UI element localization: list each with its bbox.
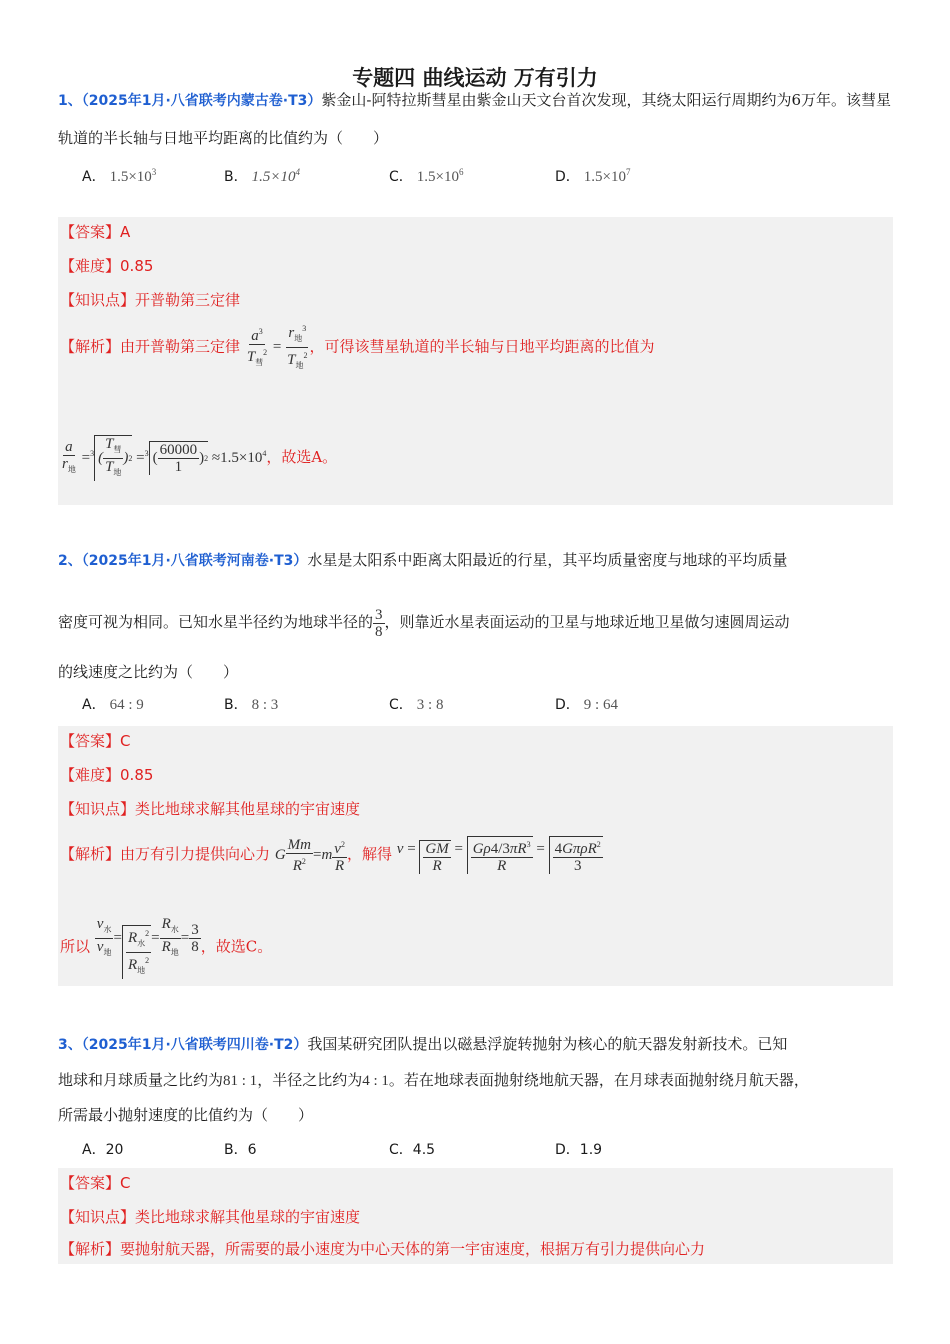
analysis-result-row: $\frac{a}{r_地}$ =$^3$ ( $\frac{T_彗}{T_地}$ ) 2 =$^3$ ( $\frac{60000}{1}$ ) 2 $\approx 1.5\times 10^4$，故选A。 bbox=[60, 435, 337, 481]
question-2-stem-line-3: 的线速度之比约为（ ） bbox=[58, 663, 239, 681]
analysis-row: 【解析】由万有引力提供向心力 G $\frac{Mm}{R^2}$ =m $\frac{v^2}{R}$ ，解得 v = $\frac{GM}{R}$ = $\frac{G\rho 4/3\pi R^3}{R}$ = $\frac{4G\pi\rho R^2}{3}$ bbox=[60, 836, 601, 874]
option-b: B． $1.5\times 10^4$ bbox=[224, 167, 300, 185]
question-2-stem: 2、（2025年1月·八省联考河南卷·T3）水星是太阳系中距离太阳最近的行星，其平均质量密度与地球的平均质量 bbox=[58, 551, 788, 569]
option-a: A． 64 : 9 bbox=[82, 697, 144, 713]
question-source: （2025年1月·八省联考四川卷·T2） bbox=[81, 1037, 308, 1053]
option-b: B．6 bbox=[224, 1142, 257, 1158]
difficulty-row: 【难度】0.85 bbox=[60, 257, 154, 275]
question-number: 1、 bbox=[58, 93, 82, 109]
option-c: C．4.5 bbox=[389, 1142, 436, 1158]
question-2-stem-line-2: 密度可视为相同。已知水星半径约为地球半径的 $\frac{3}{8}$ ，则靠近水星表面运动的卫星与地球近地卫星做匀速圆周运动 bbox=[58, 600, 894, 645]
gravity-formula: G $\frac{Mm}{R^2}$ =m $\frac{v^2}{R}$ bbox=[274, 836, 345, 874]
fraction-3-8: $\frac{3}{8}$ bbox=[375, 607, 383, 641]
option-d: D．1.9 bbox=[555, 1142, 603, 1158]
answer-row: 【答案】C bbox=[60, 1174, 131, 1192]
option-d: D． $1.5\times 10^7$ bbox=[555, 167, 631, 185]
option-c: C． $1.5\times 10^6$ bbox=[389, 167, 464, 185]
answer-row: 【答案】A bbox=[60, 223, 131, 241]
question-number: 2、 bbox=[58, 553, 82, 569]
page-title: 专题四 曲线运动 万有引力 bbox=[352, 66, 598, 90]
question-3-stem-line-3: 所需最小抛射速度的比值约为（ ） bbox=[58, 1106, 314, 1124]
knowledge-row: 【知识点】类比地球求解其他星球的宇宙速度 bbox=[60, 800, 361, 818]
question-1-stem bbox=[58, 82, 894, 157]
option-a: A． $1.5\times 10^3$ bbox=[82, 167, 157, 185]
analysis-row: 【解析】要抛射航天器，所需要的最小速度为中心天体的第一宇宙速度，根据万有引力提供向心力 bbox=[60, 1240, 706, 1258]
question-source: （2025年1月·八省联考河南卷·T3） bbox=[81, 553, 308, 569]
option-c: C． 3 : 8 bbox=[389, 697, 444, 713]
question-source: （2025年1月·八省联考内蒙古卷·T3） bbox=[81, 93, 322, 109]
ratio-formula: $\frac{v_水}{v_地}$ = $\frac{R_水^2}{R_地^2}$ = $\frac{R_水}{R_地}$ = $\frac{3}{8}$ bbox=[95, 916, 201, 979]
kepler-formula: $\frac{a^3}{T_彗^2}$ = $\frac{r_地^3}{T_地^2}$ bbox=[245, 321, 310, 374]
question-3-stem: 3、（2025年1月·八省联考四川卷·T2）我国某研究团队提出以磁悬浮旋转抛射为核心的航天器发射新技术。已知 bbox=[58, 1035, 788, 1053]
analysis-result-row: 所以 $\frac{v_水}{v_地}$ = $\frac{R_水^2}{R_地^2}$ = $\frac{R_水}{R_地}$ = $\frac{3}{8}$ ，故选C。 bbox=[60, 916, 272, 979]
question-2-solution bbox=[58, 726, 893, 986]
analysis-row: 【解析】由开普勒第三定律 $\frac{a^3}{T_彗^2}$ = $\frac{r_地^3}{T_地^2}$ ，可得该彗星轨道的半长轴与日地平均距离的比值为 bbox=[60, 321, 654, 374]
answer-row: 【答案】C bbox=[60, 732, 131, 750]
difficulty-row: 【难度】0.85 bbox=[60, 766, 154, 784]
option-b: B． 8 : 3 bbox=[224, 697, 279, 713]
question-3-stem-line-2: 地球和月球质量之比约为81 : 1，半径之比约为4 : 1。若在地球表面抛射绕地航天器，在月球表面抛射绕月航天器， bbox=[58, 1071, 809, 1089]
option-a: A．20 bbox=[82, 1142, 124, 1158]
option-d: D． 9 : 64 bbox=[555, 697, 618, 713]
question-1-solution bbox=[58, 217, 893, 505]
question-3-solution bbox=[58, 1168, 893, 1264]
velocity-formula: v = $\frac{GM}{R}$ = $\frac{G\rho 4/3\pi R^3}{R}$ = $\frac{4G\pi\rho R^2}{3}$ bbox=[397, 836, 603, 874]
ratio-formula: $\frac{a}{r_地}$ =$^3$ ( $\frac{T_彗}{T_地}$ ) 2 =$^3$ ( $\frac{60000}{1}$ ) 2 $\approx 1.5\times 10^4$ bbox=[60, 435, 266, 481]
knowledge-row: 【知识点】开普勒第三定律 bbox=[60, 291, 241, 309]
question-number: 3、 bbox=[58, 1037, 82, 1053]
question-text: 紫金山-阿特拉斯彗星由紫金山天文台首次发现，其绕太阳运行周期约为6万年。该彗星轨道的半长轴与日地平均距离的比值约为（ ） bbox=[58, 91, 892, 147]
knowledge-row: 【知识点】类比地球求解其他星球的宇宙速度 bbox=[60, 1208, 361, 1226]
